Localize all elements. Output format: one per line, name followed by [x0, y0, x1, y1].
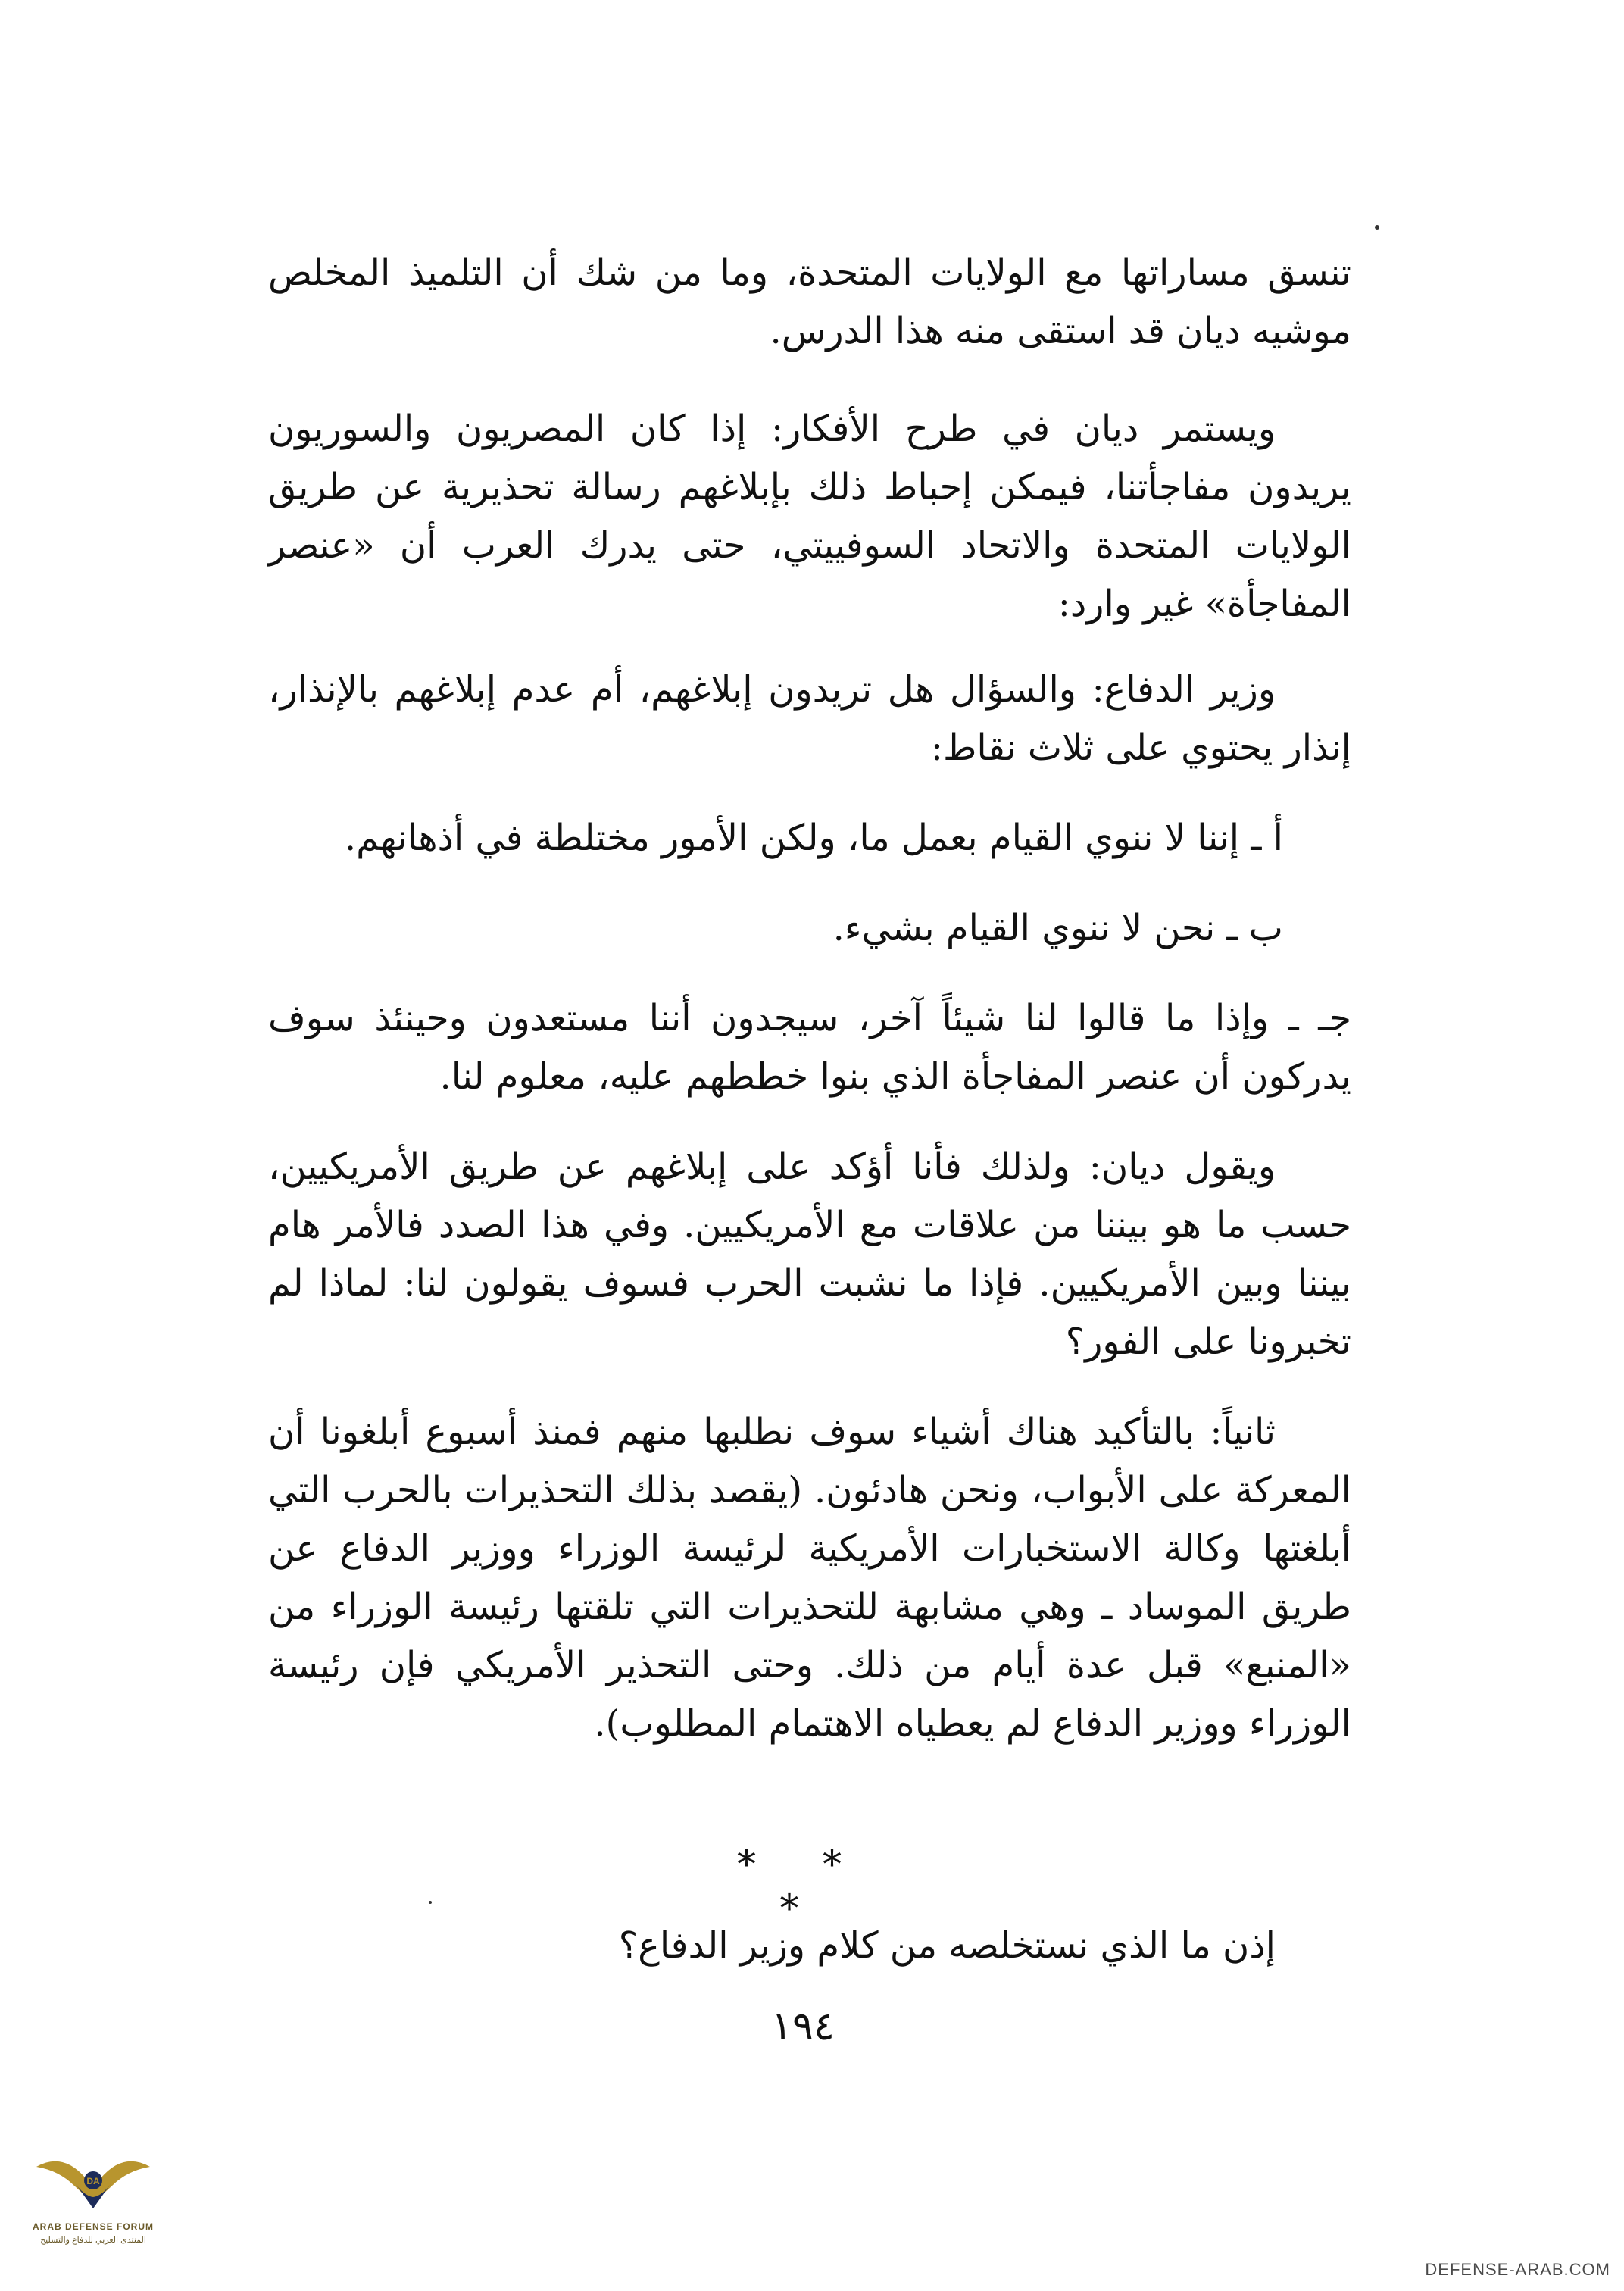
paragraph-6: ثانياً: بالتأكيد هناك أشياء سوف نطلبها منهم فمنذ أسبوع أبلغونا أن المعركة على الأبواب، ونحن هادئون. (يقصد بذلك التحذيرات بالحرب التي أبلغتها وكالة الاستخبارات الأمريكية لرئيسة الوزراء ووزير الدفاع عن طريق الموساد ـ وهي مشابهة للتحذيرات التي تلقتها رئيسة الوزراء من «المنبع» قبل عدة أيام من ذلك. وحتى التحذير الأمريكي فإن رئيسة الوزراء ووزير الدفاع لم يعطياه الاهتمام المطلوب). [268, 1411, 1352, 1745]
paragraph-3: وزير الدفاع: والسؤال هل تريدون إبلاغهم، أم عدم إبلاغهم بالإنذار، إنذار يحتوي على ثلاث نقاط: [268, 668, 1351, 769]
scan-speck [429, 1901, 432, 1904]
site-watermark: DEFENSE-ARAB.COM [1425, 2260, 1610, 2279]
paragraph-4: جـ ـ وإذا ما قالوا لنا شيئاً آخر، سيجدون أننا مستعدون وحينئذ سوف يدركون أن عنصر المفاجأة الذي بنوا خططهم عليه، معلوم لنا. [268, 997, 1351, 1098]
scan-speck [1375, 225, 1379, 230]
logo-subtitle: المنتدى العربي للدفاع والتسليح [40, 2236, 146, 2245]
section-separator: * * * [737, 1842, 869, 1930]
paragraph-2: ويستمر ديان في طرح الأفكار: إذا كان المصريون والسوريون يريدون مفاجأتنا، فيمكن إحباط ذلك بإبلاغهم رسالة تحذيرية عن طريق الولايات المتحدة والاتحاد السوفييتي، حتى يدرك العرب أن «عنصر المفاجأة» غير وارد: [268, 408, 1351, 625]
page-number: ١٩٤ [771, 2004, 835, 2049]
closing-question-text: إذن ما الذي نستخلصه من كلام وزير الدفاع؟ [618, 1924, 1276, 1967]
logo-title: ARAB DEFENSE FORUM [32, 2221, 154, 2232]
eagle-emblem-icon [29, 2136, 158, 2220]
arab-defense-forum-logo [29, 2136, 158, 2280]
list-item-a: أ ـ إننا لا ننوي القيام بعمل ما، ولكن الأمور مختلطة في أذهانهم. [344, 817, 1283, 859]
closing-question [268, 1917, 1351, 1975]
list-item-b: ب ـ نحن لا ننوي القيام بشيء. [832, 907, 1283, 949]
paragraph-1: تنسق مساراتها مع الولايات المتحدة، وما من شك أن التلميذ المخلص موشيه ديان قد استقى منه هذا الدرس. [268, 252, 1351, 352]
body-text-top [268, 244, 1351, 1753]
logo-initials: DA [86, 2176, 100, 2186]
paragraph-5: ويقول ديان: ولذلك فأنا أؤكد على إبلاغهم عن طريق الأمريكيين، حسب ما هو بيننا من علاقات مع الأمريكيين. وفي هذا الصدد فالأمر هام بيننا وبين الأمريكيين. فإذا ما نشبت الحرب فسوف يقولون لنا: لماذا لم تخبرونا على الفور؟ [268, 1146, 1351, 1363]
